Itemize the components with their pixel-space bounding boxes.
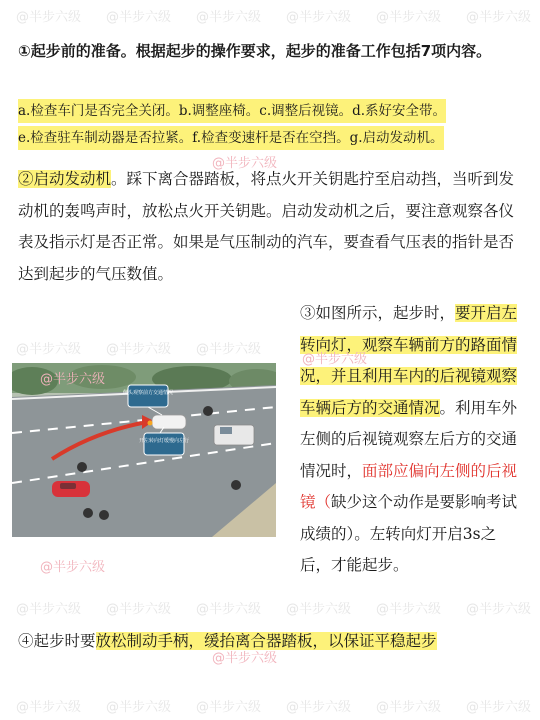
observation-highlight: 要开启左转向灯，观察车辆前方的路面情况，并且利用车内的后视镜观察车辆后方的交通情况 [300,304,518,417]
watermark: @半步六级 [196,342,262,357]
watermark: @半步六级 [376,10,442,25]
paragraph-observation [300,298,522,582]
callout-observe-front: 侧头观察前方交通情况 [122,390,174,396]
watermark: @半步六级 [466,10,532,25]
watermark: @半步六级 [286,700,352,715]
watermark: @半步六级 [40,372,106,387]
checklist-items [18,98,534,152]
watermark: @半步六级 [106,10,172,25]
watermark: @半步六级 [212,156,278,171]
paragraph-start-engine [18,164,528,290]
watermark: @半步六级 [106,602,172,617]
watermark: @半步六级 [16,342,82,357]
start-engine-text: 。踩下离合器踏板，将点火开关钥匙拧至启动挡，当听到发动机的轰鸣声时，放松点火开关钥匙。启动发动机之后，要注意观察各仪表及指示灯是否正常。如果是气压制动的汽车，要查看气压表的指针是否达到起步的气压数值。 [18,170,515,283]
observation-tail: 缺少这个动作是要影响考试成绩的）。左转向灯开启3s之后，才能起步。 [300,493,518,574]
watermark: @半步六级 [376,700,442,715]
heading-preparation [18,36,528,66]
checklist-line-2: e.检查驻车制动器是否拉紧。f.检查变速杆是否在空挡。g.启动发动机。 [18,126,444,150]
watermark: @半步六级 [212,651,278,666]
watermark: @半步六级 [196,700,262,715]
watermark: @半步六级 [196,10,262,25]
release-brake-highlight: 放松制动手柄，缓抬离合器踏板，以保证平稳起步 [95,632,437,650]
watermark: @半步六级 [196,602,262,617]
observation-red: 面部应偏向左侧的后视镜（ [300,461,518,511]
watermark: @半步六级 [376,602,442,617]
watermark: @半步六级 [286,10,352,25]
road-illustration [12,363,276,537]
watermark: @半步六级 [286,602,352,617]
release-brake-lead: ④起步时要 [18,632,96,650]
watermark: @半步六级 [16,700,82,715]
watermark: @半步六级 [302,352,368,367]
checklist-line-1: a.检查车门是否完全关闭。b.调整座椅。c.调整后视镜。d.系好安全带。 [18,99,446,123]
watermark: @半步六级 [16,10,82,25]
watermark: @半步六级 [40,560,106,575]
callout-left-signal: 开左转向灯缓慢向左行 [138,438,190,444]
watermark: @半步六级 [466,700,532,715]
start-engine-highlight: ②启动发动机 [18,170,112,188]
heading-text: ①起步前的准备。根据起步的操作要求，起步的准备工作包括7项内容。 [18,42,492,60]
observation-lead: ③如图所示，起步时， [300,304,456,322]
watermark: @半步六级 [106,700,172,715]
watermark: @半步六级 [106,342,172,357]
watermark: @半步六级 [466,602,532,617]
watermark: @半步六级 [16,602,82,617]
observation-mid: 。利用车外左侧的后视镜观察左后方的交通情况时， [300,398,518,480]
